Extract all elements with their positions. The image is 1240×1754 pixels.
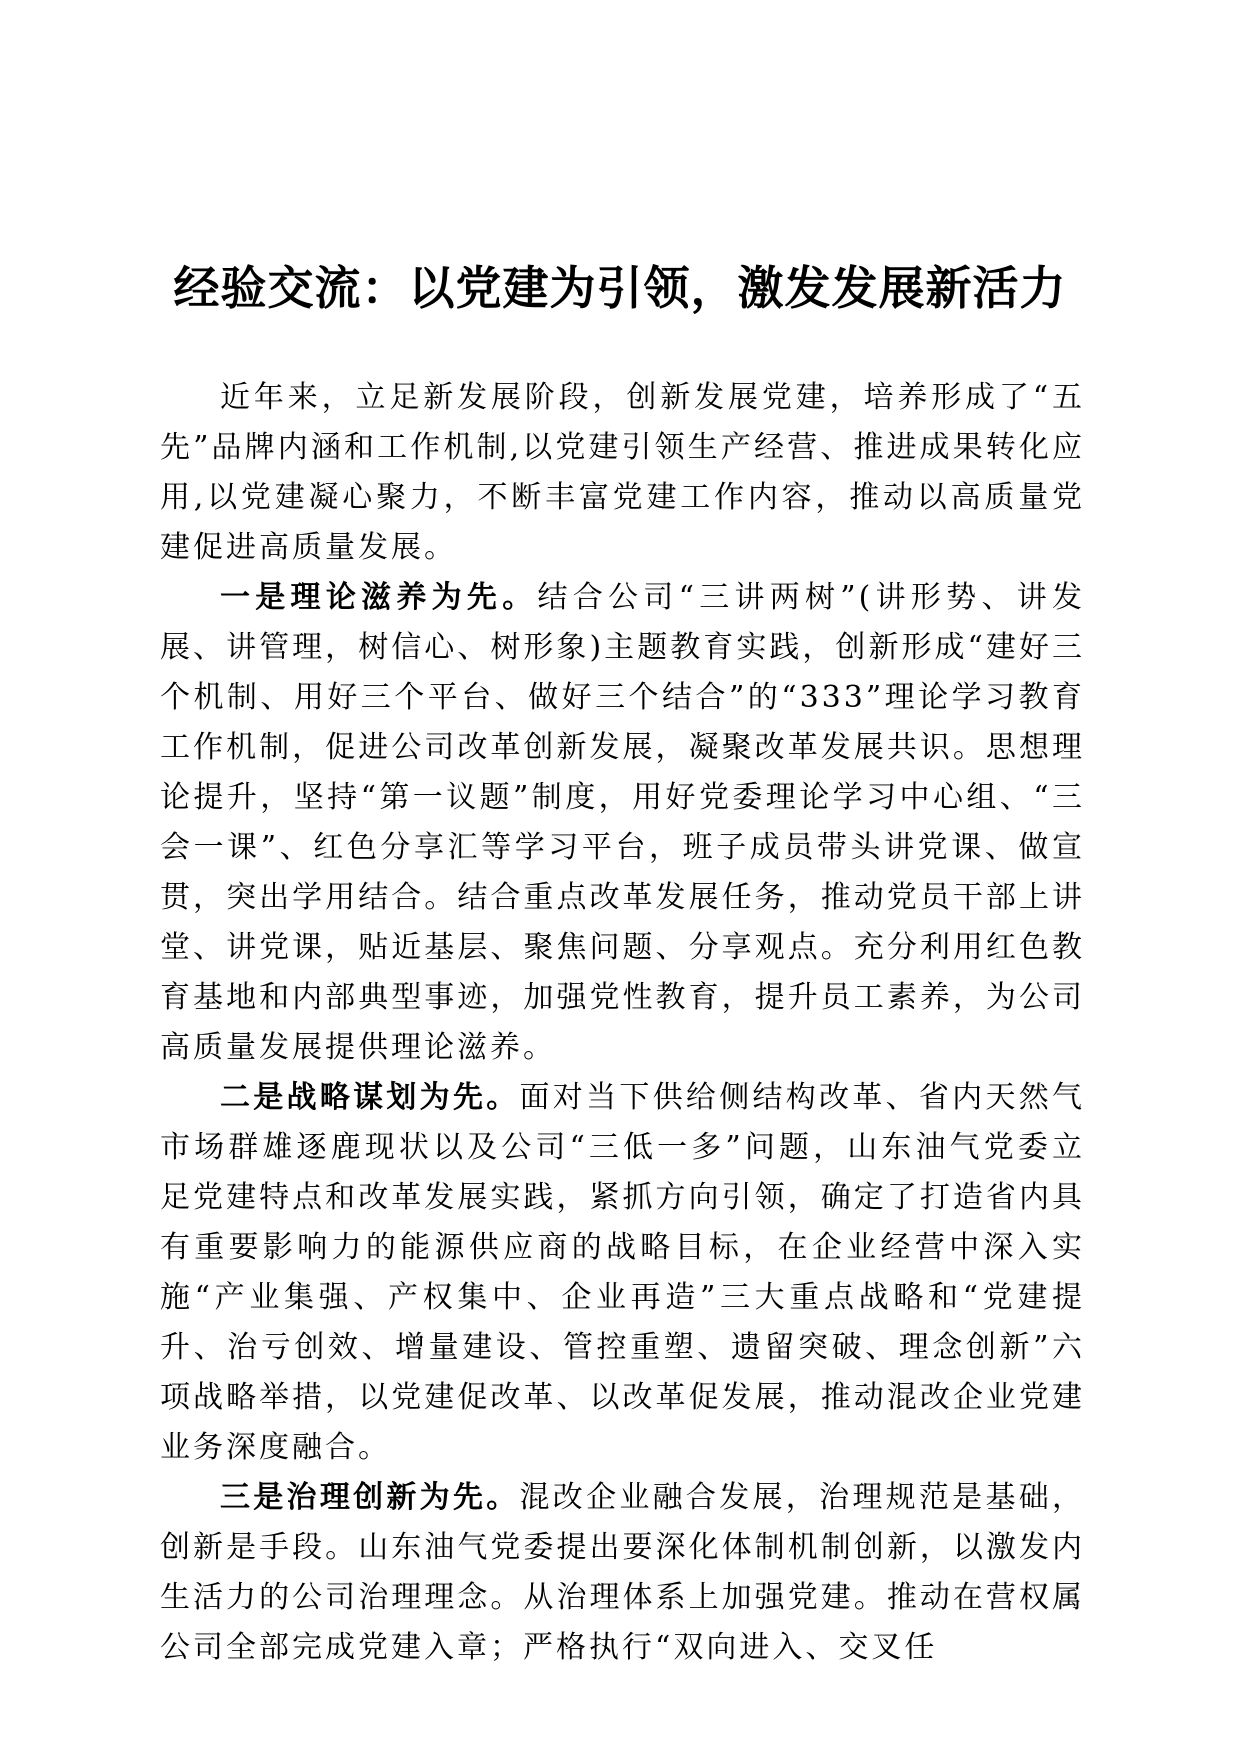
document-body <box>160 373 1085 1673</box>
paragraph-lead: 三是治理创新为先。 <box>220 1480 520 1515</box>
paragraph-text: 混改企业融合发展，治理规范是基础，创新是手段。山东油气党委提出要深化体制机制创新，以激发内生活力的公司治理理念。从治理体系上加强党建。推动在营权属公司全部完成党建入章；严格执行“双向进入、交叉任 <box>160 1480 1086 1665</box>
paragraph-lead: 二是战略谋划为先。 <box>220 1080 520 1115</box>
paragraph-intro <box>160 373 1085 573</box>
paragraph-lead: 一是理论滋养为先。 <box>220 580 538 615</box>
paragraph-governance <box>160 1473 1085 1673</box>
paragraph-text: 面对当下供给侧结构改革、省内天然气市场群雄逐鹿现状以及公司“三低一多”问题，山东油气党委立足党建特点和改革发展实践，紧抓方向引领，确定了打造省内具有重要影响力的能源供应商的战略目标，在企业经营中深入实施“产业集强、产权集中、企业再造”三大重点战略和“党建提升、治亏创效、增量建设、管控重塑、遗留突破、理念创新”六项战略举措，以党建促改革、以改革促发展，推动混改企业党建业务深度融合。 <box>160 1080 1086 1465</box>
paragraph-text: 近年来，立足新发展阶段，创新发展党建，培养形成了“五先”品牌内涵和工作机制,以党建引领生产经营、推进成果转化应用,以党建凝心聚力，不断丰富党建工作内容，推动以高质量党建促进高质量发展。 <box>160 380 1085 565</box>
paragraph-text: 结合公司“三讲两树”(讲形势、讲发展、讲管理，树信心、树形象)主题教育实践，创新形成“建好三个机制、用好三个平台、做好三个结合”的“333”理论学习教育工作机制，促进公司改革创新发展，凝聚改革发展共识。思想理论提升，坚持“第一议题”制度，用好党委理论学习中心组、“三会一课”、红色分享汇等学习平台，班子成员带头讲党课、做宣贯，突出学用结合。结合重点改革发展任务，推动党员干部上讲堂、讲党课，贴近基层、聚焦问题、分享观点。充分利用红色教育基地和内部典型事迹，加强党性教育，提升员工素养，为公司高质量发展提供理论滋养。 <box>160 580 1085 1065</box>
paragraph-theory <box>160 573 1085 1073</box>
paragraph-strategy <box>160 1073 1085 1473</box>
document-title: 经验交流：以党建为引领，激发发展新活力 <box>173 261 1067 315</box>
